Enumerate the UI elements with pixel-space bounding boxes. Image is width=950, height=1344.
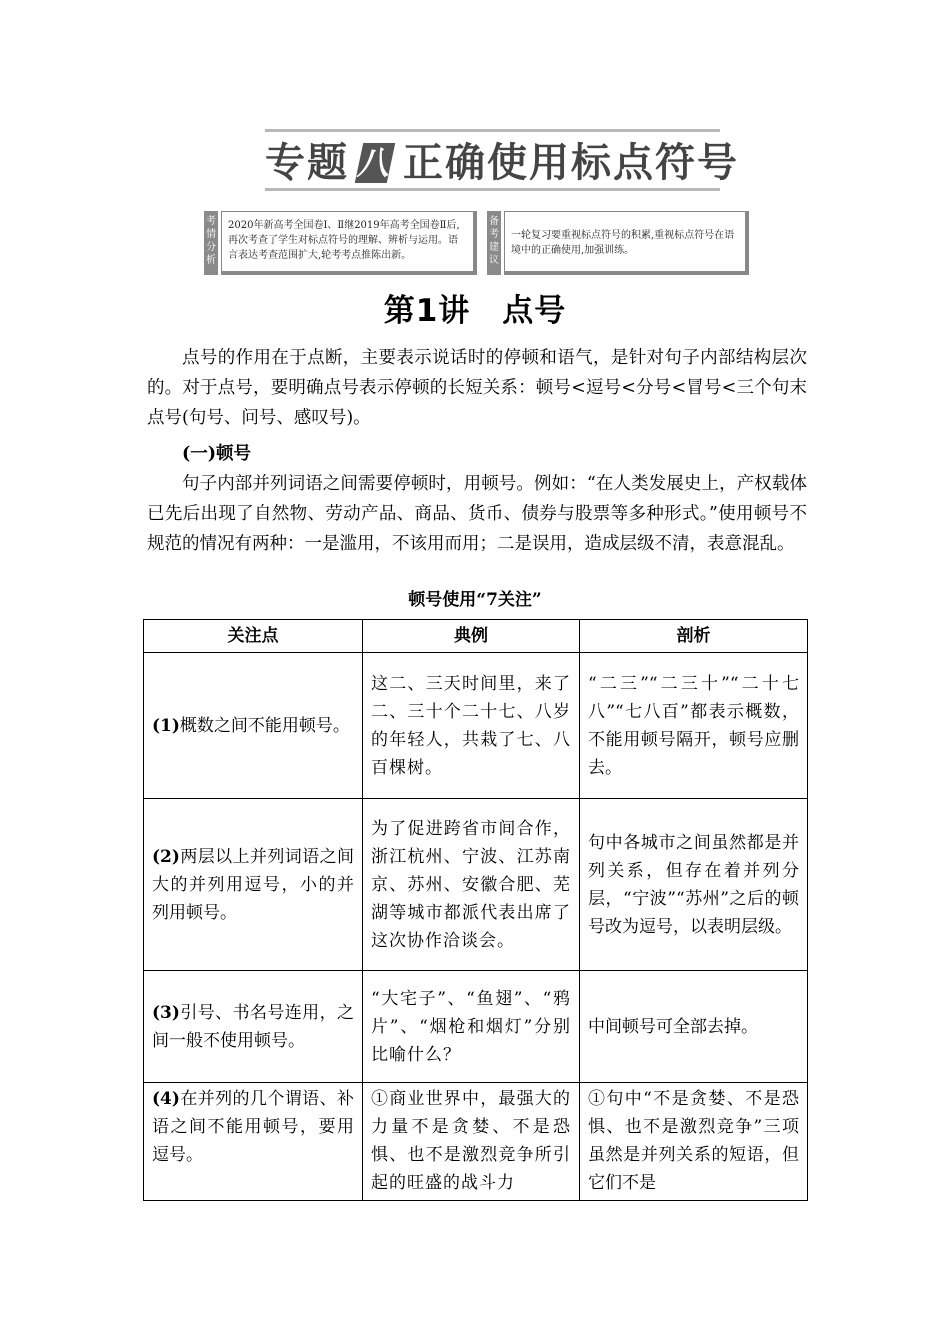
focus-point-text: 在并列的几个谓语、补语之间不能用顿号，要用逗号。 xyxy=(152,1089,354,1165)
analysis-cell: ①句中“不是贪婪、不是恐惧、也不是激烈竞争”三项虽然是并列关系的短语，但它们不是 xyxy=(580,1083,808,1201)
intro-paragraph: 点号的作用在于点断，主要表示说话时的停顿和语气，是针对句子内部结构层次的。对于点号，要明确点号表示停顿的长短关系：顿号<逗号<分号<冒号<三个句末点号(句号、问号、感叹号)。 xyxy=(147,348,807,428)
focus-point-cell xyxy=(144,971,363,1083)
exam-analysis-tag: 考情分析 xyxy=(204,211,218,275)
section-heading: (一)顿号 xyxy=(182,444,252,464)
banner-bottom-rule xyxy=(265,188,720,191)
banner-top-rule xyxy=(265,129,720,132)
row-number: (4) xyxy=(152,1089,180,1109)
table-row xyxy=(144,653,808,799)
focus-point-text: 两层以上并列词语之间大的并列用逗号，小的并列用顿号。 xyxy=(152,846,354,923)
example-cell: 这二、三天时间里，来了二、三十个二十七、八岁的年轻人，共栽了七、八百棵树。 xyxy=(363,653,580,799)
analysis-cell: 中间顿号可全部去掉。 xyxy=(580,971,808,1083)
focus-point-cell xyxy=(144,1083,363,1201)
banner-prefix: 专题 xyxy=(265,140,349,186)
focus-point-cell xyxy=(144,653,363,799)
analysis-cell: “二三”“二三十”“二十七八”“七八百”都表示概数，不能用顿号隔开，顿号应删去。 xyxy=(580,653,808,799)
lecture-title: 第1讲 点号 xyxy=(383,293,567,329)
focus-point-cell xyxy=(144,799,363,971)
analysis-cell: 句中各城市之间虽然都是并列关系，但存在着并列分层，“宁波”“苏州”之后的顿号改为逗号，以表明层级。 xyxy=(580,799,808,971)
example-cell: “大宅子”、“鱼翅”、“鸦片”、“烟枪和烟灯”分别比喻什么？ xyxy=(363,971,580,1083)
prep-advice-tag: 备考建议 xyxy=(487,211,501,275)
header-analysis: 剖析 xyxy=(580,620,808,653)
table-row xyxy=(144,971,808,1083)
row-number: (2) xyxy=(152,846,180,867)
row-number: (3) xyxy=(152,1002,180,1023)
topic-banner xyxy=(265,125,740,195)
banner-title: 正确使用标点符号 xyxy=(403,140,740,186)
example-cell: ①商业世界中，最强大的力量不是贪婪、不是恐惧、也不是激烈竞争所引起的旺盛的战斗力 xyxy=(363,1083,580,1201)
banner-title-row xyxy=(265,139,740,187)
prep-advice-text: 一轮复习要重视标点符号的积累,重视标点符号在语境中的正确使用,加强训练。 xyxy=(504,211,749,275)
table-header-row xyxy=(144,620,808,653)
table-row xyxy=(144,1083,808,1201)
table-caption: 顿号使用“7关注” xyxy=(408,590,542,610)
table-row xyxy=(144,799,808,971)
comma-usage-table xyxy=(143,619,808,1201)
section-paragraph: 句子内部并列词语之间需要停顿时，用顿号。例如：“在人类发展史上，产权载体已先后出现了自然物、劳动产品、商品、货币、债券与股票等多种形式。”使用顿号不规范的情况有两种：一是滥用，不该用而用；二是误用，造成层级不清，表意混乱。 xyxy=(147,474,807,554)
banner-number-badge: 八 xyxy=(354,144,396,182)
prep-advice-box xyxy=(487,211,749,275)
exam-analysis-box xyxy=(204,211,477,275)
focus-point-text: 概数之间不能用顿号。 xyxy=(179,715,350,736)
example-cell: 为了促进跨省市间合作，浙江杭州、宁波、江苏南京、苏州、安徽合肥、芜湖等城市都派代表出席了这次协作洽谈会。 xyxy=(363,799,580,971)
row-number: (1) xyxy=(152,715,180,736)
header-focus-point: 关注点 xyxy=(144,620,363,653)
exam-analysis-text: 2020年新高考全国卷Ⅰ、Ⅱ继2019年高考全国卷Ⅱ后,再次考查了学生对标点符号的理解、辨析与运用。语言表达考查范围扩大,轮考考点推陈出新。 xyxy=(221,211,477,275)
focus-point-text: 引号、书名号连用，之间一般不使用顿号。 xyxy=(152,1002,354,1051)
header-example: 典例 xyxy=(363,620,580,653)
